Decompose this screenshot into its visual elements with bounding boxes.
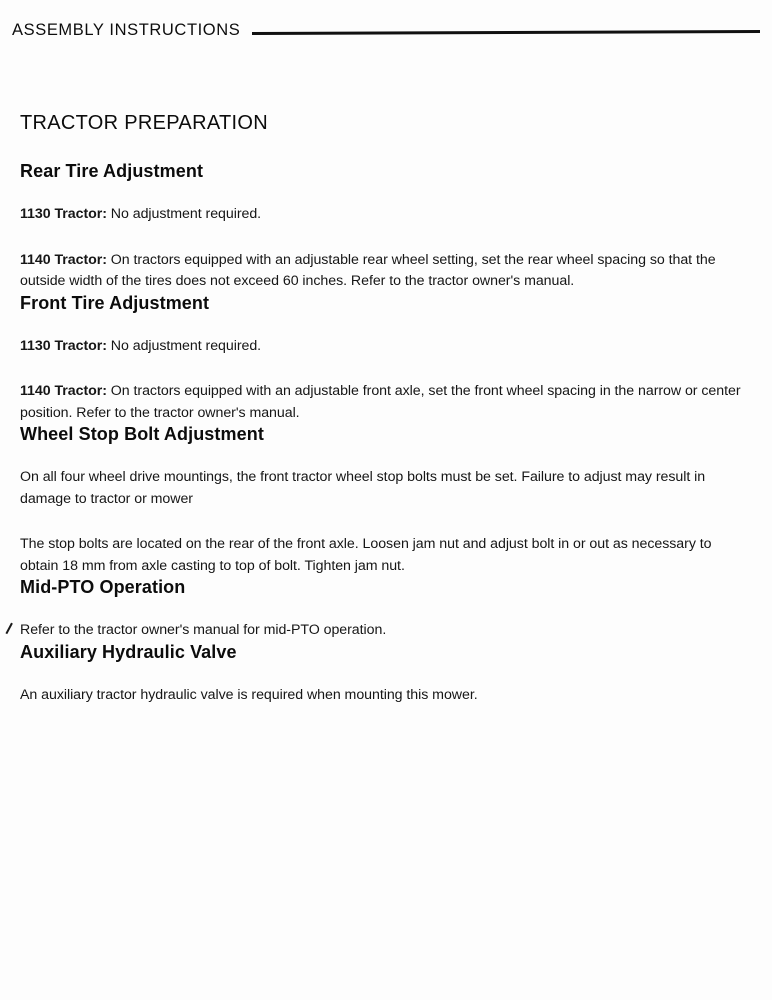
page-content <box>20 112 750 706</box>
section-heading: Wheel Stop Bolt Adjustment <box>20 424 264 444</box>
paragraph-text: Refer to the tractor owner's manual for mid-PTO operation. <box>20 622 387 638</box>
section-heading: Front Tire Adjustment <box>20 292 210 313</box>
section-wheel-stop-bolt-adjustment <box>20 424 750 577</box>
paragraph <box>20 336 750 358</box>
paragraph <box>20 250 750 293</box>
paragraph-lead: 1140 Tractor: <box>20 383 107 399</box>
scan-artifact-mark <box>9 623 18 634</box>
section-heading: Mid-PTO Operation <box>20 577 186 597</box>
paragraph-text: On all four wheel drive mountings, the front tractor wheel stop bolts must be set. Failure to adjust may result in damage to tractor or mower <box>20 469 706 507</box>
paragraph-text: On tractors equipped with an adjustable rear wheel setting, set the rear wheel spacing so that the outside width of the tires does not exceed 60 inches. Refer to the tractor owner's manual. <box>20 251 716 289</box>
paragraph-text: No adjustment required. <box>106 206 262 222</box>
paragraph-text: No adjustment required. <box>106 337 262 354</box>
paragraph <box>20 204 750 226</box>
paragraph-text: An auxiliary tractor hydraulic valve is required when mounting this mower. <box>20 686 478 703</box>
paragraph-lead: 1140 Tractor: <box>20 251 107 268</box>
paragraph <box>20 534 750 577</box>
page-title: TRACTOR PREPARATION <box>20 112 268 134</box>
section-rear-tire-adjustment <box>20 161 750 293</box>
paragraph-text: The stop bolts are located on the rear of the front axle. Loosen jam nut and adjust bolt in or out as necessary to obtain 18 mm from axle casting to top of bolt. Tighten jam nut. <box>20 536 712 574</box>
running-header-title: ASSEMBLY INSTRUCTIONS <box>12 20 241 39</box>
section-auxiliary-hydraulic-valve <box>20 642 750 707</box>
header-divider-rule <box>252 23 764 37</box>
paragraph <box>20 620 750 642</box>
section-heading: Rear Tire Adjustment <box>20 161 204 181</box>
paragraph-lead: 1130 Tractor: <box>20 206 107 222</box>
paragraph <box>20 381 750 424</box>
paragraph-lead: 1130 Tractor: <box>20 337 107 354</box>
paragraph <box>20 685 750 707</box>
section-heading: Auxiliary Hydraulic Valve <box>20 641 237 662</box>
paragraph <box>20 467 750 510</box>
section-front-tire-adjustment <box>20 293 750 425</box>
section-mid-pto-operation <box>20 577 750 642</box>
paragraph-text: On tractors equipped with an adjustable front axle, set the front wheel spacing in the narrow or center position. Refer to the tractor owner's manual. <box>20 383 741 421</box>
page-running-header <box>12 16 764 44</box>
